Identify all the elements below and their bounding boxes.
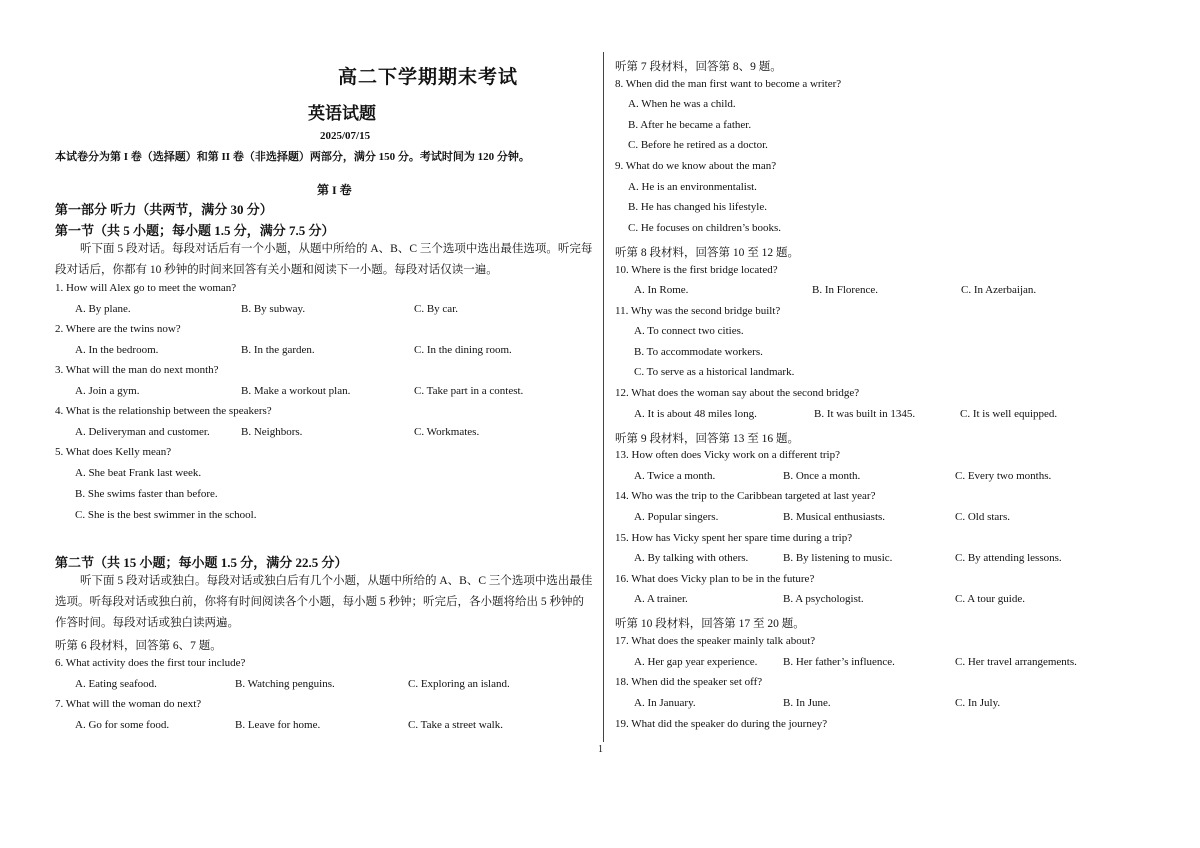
question-stem: 13. How often does Vicky work on a different trip? (615, 449, 840, 461)
option-a: A. She beat Frank last week. (75, 467, 202, 479)
exam-subtitle: 英语试题 (308, 104, 376, 123)
column-divider (603, 52, 604, 742)
option-a: A. To connect two cities. (634, 325, 744, 337)
option-c: C. Workmates. (414, 426, 480, 438)
option-b: B. In June. (783, 697, 831, 709)
option-c: C. By car. (414, 303, 458, 315)
option-c: C. Her travel arrangements. (955, 656, 1077, 668)
option-b: B. It was built in 1345. (814, 408, 916, 420)
question-stem: 16. What does Vicky plan to be in the future? (615, 573, 815, 585)
exam-title: 高二下学期期末考试 (338, 67, 519, 88)
section1-instructions: 听下面 5 段对话。每段对话后有一个小题，从题中所给的 A、B、C 三个选项中选出最佳选项。听完每段对话后，你都有 10 秒钟的时间来回答有关小题和阅读下一小题。每段对话仅读一遍。 (55, 243, 593, 276)
question-stem: 1. How will Alex go to meet the woman? (55, 282, 237, 294)
option-a: A. In the bedroom. (75, 344, 159, 356)
option-c: C. In the dining room. (414, 344, 512, 356)
option-b: B. After he became a father. (628, 119, 752, 131)
option-b: B. Neighbors. (241, 426, 303, 438)
option-b: B. In Florence. (812, 284, 878, 296)
option-a: A. Deliveryman and customer. (75, 426, 210, 438)
option-b: B. Watching penguins. (235, 678, 335, 690)
option-c: C. Old stars. (955, 511, 1010, 523)
option-c: C. She is the best swimmer in the school. (75, 509, 257, 521)
section1-heading: 第一节（共 5 小题；每小题 1.5 分，满分 7.5 分） (55, 223, 335, 238)
option-a: A. Popular singers. (634, 511, 719, 523)
question-stem: 18. When did the speaker set off? (615, 676, 763, 688)
volume-heading: 第 I 卷 (317, 183, 352, 197)
option-c: C. Take a street walk. (408, 719, 503, 731)
question-stem: 19. What did the speaker do during the journey? (615, 718, 828, 730)
option-b: B. In the garden. (241, 344, 315, 356)
question-stem: 11. Why was the second bridge built? (615, 305, 781, 317)
option-a: A. A trainer. (634, 593, 688, 605)
material-heading: 听第 10 段材料，回答第 17 至 20 题。 (615, 618, 805, 630)
option-c: C. Take part in a contest. (414, 385, 524, 397)
question-stem: 17. What does the speaker mainly talk about? (615, 635, 816, 647)
option-b: B. A psychologist. (783, 593, 864, 605)
material-heading: 听第 8 段材料，回答第 10 至 12 题。 (615, 247, 799, 259)
option-c: C. Every two months. (955, 470, 1052, 482)
material-heading: 听第 6 段材料，回答第 6、7 题。 (55, 640, 222, 652)
option-c: C. Exploring an island. (408, 678, 510, 690)
option-c: C. Before he retired as a doctor. (628, 139, 768, 151)
question-stem: 14. Who was the trip to the Caribbean targeted at last year? (615, 490, 876, 502)
option-b: B. Her father’s influence. (783, 656, 895, 668)
material-heading: 听第 9 段材料，回答第 13 至 16 题。 (615, 433, 799, 445)
option-a: A. In January. (634, 697, 696, 709)
question-stem: 5. What does Kelly mean? (55, 446, 172, 458)
question-stem: 10. Where is the first bridge located? (615, 264, 778, 276)
question-stem: 6. What activity does the first tour include? (55, 657, 246, 669)
page-number: 1 (598, 744, 603, 755)
question-stem: 8. When did the man first want to become a writer? (615, 78, 842, 90)
option-a: A. Go for some food. (75, 719, 170, 731)
question-stem: 3. What will the man do next month? (55, 364, 219, 376)
option-a: A. In Rome. (634, 284, 689, 296)
option-c: C. A tour guide. (955, 593, 1025, 605)
option-a: A. Twice a month. (634, 470, 716, 482)
option-c: C. By attending lessons. (955, 552, 1062, 564)
option-a: A. It is about 48 miles long. (634, 408, 757, 420)
material-heading: 听第 7 段材料，回答第 8、9 题。 (615, 61, 782, 73)
question-stem: 12. What does the woman say about the second bridge? (615, 387, 860, 399)
exam-date: 2025/07/15 (320, 130, 371, 142)
option-c: C. In Azerbaijan. (961, 284, 1037, 296)
option-b: B. By subway. (241, 303, 306, 315)
question-stem: 15. How has Vicky spent her spare time during a trip? (615, 532, 853, 544)
option-a: A. Her gap year experience. (634, 656, 758, 668)
option-c: C. In July. (955, 697, 1001, 709)
section2-instructions: 听下面 5 段对话或独白。每段对话或独白后有几个小题，从题中所给的 A、B、C 三个选项中选出最佳选项。听每段对话或独白前，你将有时间阅读各个小题，每小题 5 秒钟；听完后，各小题将给出 5 秒钟的作答时间。每段对话或独白读两遍。 (55, 575, 593, 629)
option-a: A. By plane. (75, 303, 131, 315)
option-b: B. Once a month. (783, 470, 861, 482)
exam-intro: 本试卷分为第 I 卷（选择题）和第 II 卷（非选择题）两部分，满分 150 分。考试时间为 120 分钟。 (55, 151, 530, 163)
option-c: C. It is well equipped. (960, 408, 1058, 420)
section2-heading: 第二节（共 15 小题；每小题 1.5 分，满分 22.5 分） (55, 555, 348, 570)
option-b: B. She swims faster than before. (75, 488, 218, 500)
option-b: B. He has changed his lifestyle. (628, 201, 767, 213)
option-b: B. Musical enthusiasts. (783, 511, 886, 523)
option-a: A. When he was a child. (628, 98, 736, 110)
option-a: A. Join a gym. (75, 385, 140, 397)
question-stem: 4. What is the relationship between the speakers? (55, 405, 272, 417)
option-b: B. By listening to music. (783, 552, 893, 564)
question-stem: 7. What will the woman do next? (55, 698, 202, 710)
option-b: B. To accommodate workers. (634, 346, 763, 358)
option-c: C. To serve as a historical landmark. (634, 366, 795, 378)
question-stem: 9. What do we know about the man? (615, 160, 777, 172)
option-b: B. Make a workout plan. (241, 385, 351, 397)
option-b: B. Leave for home. (235, 719, 321, 731)
option-a: A. Eating seafood. (75, 678, 157, 690)
option-a: A. He is an environmentalist. (628, 181, 757, 193)
part-heading: 第一部分 听力（共两节，满分 30 分） (55, 202, 273, 217)
question-stem: 2. Where are the twins now? (55, 323, 181, 335)
option-c: C. He focuses on children’s books. (628, 222, 782, 234)
option-a: A. By talking with others. (634, 552, 749, 564)
